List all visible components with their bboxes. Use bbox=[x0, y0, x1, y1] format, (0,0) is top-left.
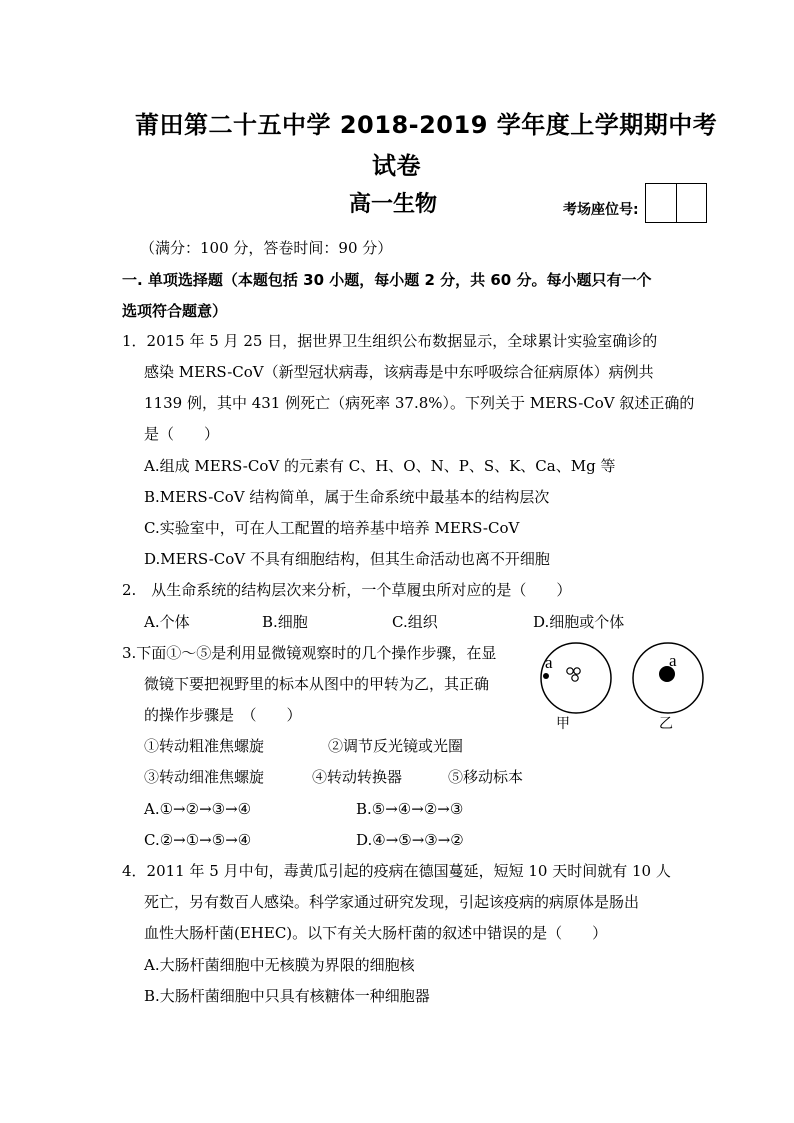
q1-stem-line: 1139 例，其中 431 例死亡（病死率 37.8%）。下列关于 MERS-CoV 叙述正确的 bbox=[144, 394, 695, 412]
q3-option-d: D.④→⑤→③→② bbox=[356, 831, 464, 849]
q3-step: ①转动粗准焦螺旋 bbox=[144, 737, 265, 755]
section-heading-line1: 一. 单项选择题（本题包括 30 小题，每小题 2 分，共 60 分。每小题只有一个 bbox=[122, 271, 652, 289]
view-yi-label-a: a bbox=[669, 651, 677, 670]
seat-number-box bbox=[645, 183, 707, 223]
seat-number-cell bbox=[646, 184, 676, 222]
q3-stem-line: 3.下面①～⑤是利用显微镜观察时的几个操作步骤，在显 bbox=[122, 644, 497, 662]
q3-stem-line: 微镜下要把视野里的标本从图中的甲转为乙，其正确 bbox=[144, 675, 490, 693]
q4-option-a: A.大肠杆菌细胞中无核膜为界限的细胞核 bbox=[144, 956, 415, 974]
seat-number-cell bbox=[676, 184, 707, 222]
q2-option-a: A.个体 bbox=[144, 613, 190, 631]
q1-option-b: B.MERS-CoV 结构简单，属于生命系统中最基本的结构层次 bbox=[144, 488, 550, 506]
section-heading-line2: 选项符合题意） bbox=[122, 302, 228, 320]
page-title-line1: 莆田第二十五中学 2018-2019 学年度上学期期中考 bbox=[135, 111, 718, 139]
seat-label: 考场座位号: bbox=[563, 202, 639, 218]
view-jia-label-a: a bbox=[545, 653, 553, 672]
q4-stem-line: 4．2011 年 5 月中旬，毒黄瓜引起的疫病在德国蔓延，短短 10 天时间就有 10 人 bbox=[122, 862, 671, 880]
view-jia-cell bbox=[574, 668, 580, 674]
view-jia-caption: 甲 bbox=[556, 716, 570, 732]
q1-stem-line: 是（ ） bbox=[144, 425, 220, 443]
q1-stem-line: 1．2015 年 5 月 25 日，据世界卫生组织公布数据显示，全球累计实验室确诊的 bbox=[122, 332, 658, 350]
view-yi-caption: 乙 bbox=[659, 716, 673, 732]
q3-option-b: B.⑤→④→②→③ bbox=[356, 800, 464, 818]
q4-stem-line: 死亡，另有数百人感染。科学家通过研究发现，引起该疫病的病原体是肠出 bbox=[144, 893, 640, 911]
q1-option-c: C.实验室中，可在人工配置的培养基中培养 MERS-CoV bbox=[144, 519, 520, 537]
q1-option-a: A.组成 MERS-CoV 的元素有 C、H、O、N、P、S、K、Ca、Mg 等 bbox=[144, 457, 616, 475]
page-title-line2: 试卷 bbox=[372, 152, 421, 180]
q3-step: ②调节反光镜或光圈 bbox=[328, 737, 464, 755]
q3-stem-line: 的操作步骤是 （ ） bbox=[144, 706, 302, 724]
view-jia-cell bbox=[567, 668, 573, 674]
q4-stem-line: 血性大肠杆菌(EHEC)。以下有关大肠杆菌的叙述中错误的是（ ） bbox=[144, 924, 608, 942]
q2-stem: 2. 从生命系统的结构层次来分析，一个草履虫所对应的是（ ） bbox=[122, 581, 572, 599]
q4-option-b: B.大肠杆菌细胞中只具有核糖体一种细胞器 bbox=[144, 987, 430, 1005]
q3-option-a: A.①→②→③→④ bbox=[144, 800, 252, 818]
view-jia-specimen bbox=[543, 673, 549, 679]
q2-option-d: D.细胞或个体 bbox=[533, 613, 625, 631]
q3-step: ④转动转换器 bbox=[312, 768, 403, 786]
q2-option-c: C.组织 bbox=[392, 613, 438, 631]
q3-option-c: C.②→①→⑤→④ bbox=[144, 831, 252, 849]
microscope-view-figure bbox=[528, 640, 718, 740]
subject-title: 高一生物 bbox=[349, 192, 438, 217]
q1-option-d: D.MERS-CoV 不具有细胞结构，但其生命活动也离不开细胞 bbox=[144, 550, 550, 568]
exam-info: （满分：100 分，答卷时间：90 分） bbox=[140, 239, 393, 257]
q3-step: ③转动细准焦螺旋 bbox=[144, 768, 265, 786]
q1-stem-line: 感染 MERS-CoV（新型冠状病毒，该病毒是中东呼吸综合征病原体）病例共 bbox=[144, 363, 654, 381]
view-jia-cell bbox=[572, 675, 578, 681]
q3-step: ⑤移动标本 bbox=[448, 768, 524, 786]
q2-option-b: B.细胞 bbox=[262, 613, 308, 631]
